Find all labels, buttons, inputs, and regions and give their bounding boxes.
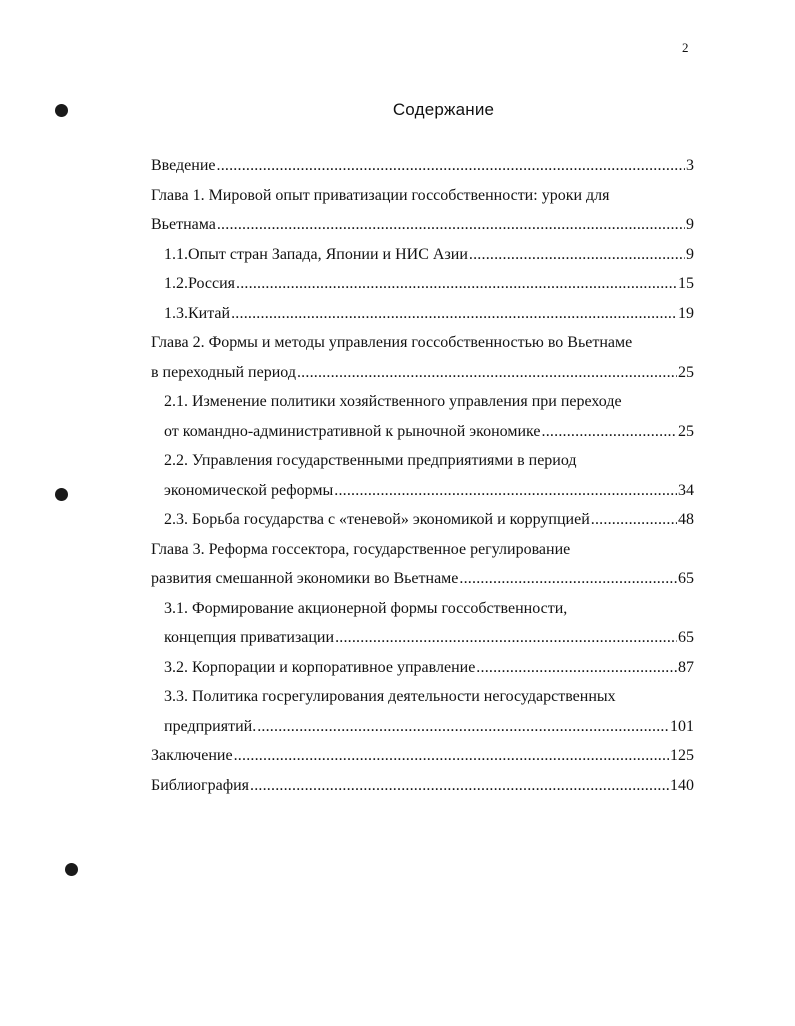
toc-entry-text: Введение [151, 157, 216, 174]
toc-entry [151, 718, 694, 748]
toc-entry-page: 65 [678, 629, 694, 646]
toc-entry [151, 216, 694, 246]
toc-entry-text: 2.1. Изменение политики хозяйственного управления при переходе [164, 393, 622, 410]
toc-entry [151, 452, 694, 482]
toc-entry-page: 25 [678, 363, 694, 381]
toc-entry-text: экономической реформы [164, 481, 334, 499]
toc-entry [151, 275, 694, 305]
toc-entry-text: предприятий. [164, 717, 257, 735]
toc-dot-leader [257, 718, 669, 736]
toc-dot-leader [250, 777, 669, 795]
table-of-contents [151, 157, 694, 806]
toc-entry-text: 2.2. Управления государственными предприятиями в период [164, 452, 577, 469]
toc-dot-leader [469, 246, 685, 264]
toc-dot-leader [217, 157, 686, 175]
toc-entry [151, 747, 694, 777]
toc-entry [151, 570, 694, 600]
toc-entry-page: 9 [686, 245, 694, 263]
toc-dot-leader [234, 747, 669, 765]
toc-entry-number: 1.3. [164, 304, 188, 322]
toc-dot-leader [542, 423, 677, 441]
toc-entry [151, 482, 694, 512]
toc-entry-text: Россия [188, 275, 236, 292]
toc-entry-page: 87 [678, 658, 694, 676]
toc-dot-leader [231, 305, 677, 323]
toc-entry-text: Глава 3. Реформа госсектора, государственное регулирование [151, 540, 571, 558]
toc-entry [151, 777, 694, 807]
toc-entry [151, 187, 694, 217]
toc-entry [151, 541, 694, 571]
toc-entry-text: концепция приватизации [164, 629, 335, 646]
toc-entry-page: 101 [670, 717, 694, 735]
page-title: Содержание [392, 100, 495, 119]
toc-entry-page: 34 [678, 481, 694, 499]
toc-entry-page: 65 [678, 570, 694, 587]
toc-entry-number: 1.2. [164, 275, 188, 292]
toc-entry-text: Глава 1. Мировой опыт приватизации госсобственности: уроки для [151, 186, 610, 204]
toc-entry-text: от командно-административной к рыночной экономике [164, 422, 541, 440]
toc-entry [151, 364, 694, 394]
toc-entry-text: 3.1. Формирование акционерной формы госсобственности, [164, 599, 568, 617]
toc-dot-leader [236, 275, 677, 293]
toc-dot-leader [591, 511, 677, 529]
toc-entry-page: 15 [678, 275, 694, 292]
toc-entry [151, 334, 694, 364]
toc-entry-text: Китай [188, 304, 231, 322]
toc-entry-page: 9 [686, 216, 694, 233]
toc-entry-page: 140 [670, 776, 694, 794]
toc-entry-page: 25 [678, 422, 694, 440]
toc-dot-leader [334, 482, 677, 500]
toc-dot-leader [476, 659, 677, 677]
toc-entry-page: 3 [686, 157, 694, 174]
toc-dot-leader [297, 364, 677, 382]
punch-hole-mark-bottom [65, 863, 78, 876]
toc-entry-page: 19 [678, 304, 694, 322]
toc-entry-page: 125 [670, 747, 694, 764]
toc-entry-text: 2.3. Борьба государства с «теневой» экономикой и коррупцией [164, 511, 590, 528]
toc-entry [151, 246, 694, 276]
toc-entry [151, 629, 694, 659]
punch-hole-mark-top [55, 104, 68, 117]
toc-entry [151, 659, 694, 689]
toc-entry-text: Вьетнама [151, 216, 216, 233]
toc-dot-leader [335, 629, 677, 647]
toc-entry-text: Опыт стран Запада, Японии и НИС Азии [188, 245, 468, 263]
toc-entry-text: Библиография [151, 776, 249, 794]
page-number: 2 [682, 40, 689, 55]
toc-entry [151, 688, 694, 718]
toc-entry-text: развития смешанной экономики во Вьетнаме [151, 570, 459, 587]
punch-hole-mark-middle [55, 488, 68, 501]
toc-entry [151, 157, 694, 187]
toc-dot-leader [217, 216, 685, 234]
toc-entry-text: в переходный период [151, 363, 296, 381]
toc-entry-text: 3.3. Политика госрегулирования деятельности негосударственных [164, 688, 616, 705]
toc-entry-text: 3.2. Корпорации и корпоративное управление [164, 658, 476, 676]
toc-entry-text: Глава 2. Формы и методы управления госсобственностью во Вьетнаме [151, 334, 633, 351]
toc-entry-text: Заключение [151, 747, 233, 764]
toc-entry-page: 48 [678, 511, 694, 528]
toc-entry [151, 423, 694, 453]
toc-entry-number: 1.1. [164, 245, 188, 263]
toc-entry [151, 600, 694, 630]
toc-dot-leader [459, 570, 677, 588]
toc-entry [151, 511, 694, 541]
toc-entry [151, 305, 694, 335]
toc-entry [151, 393, 694, 423]
